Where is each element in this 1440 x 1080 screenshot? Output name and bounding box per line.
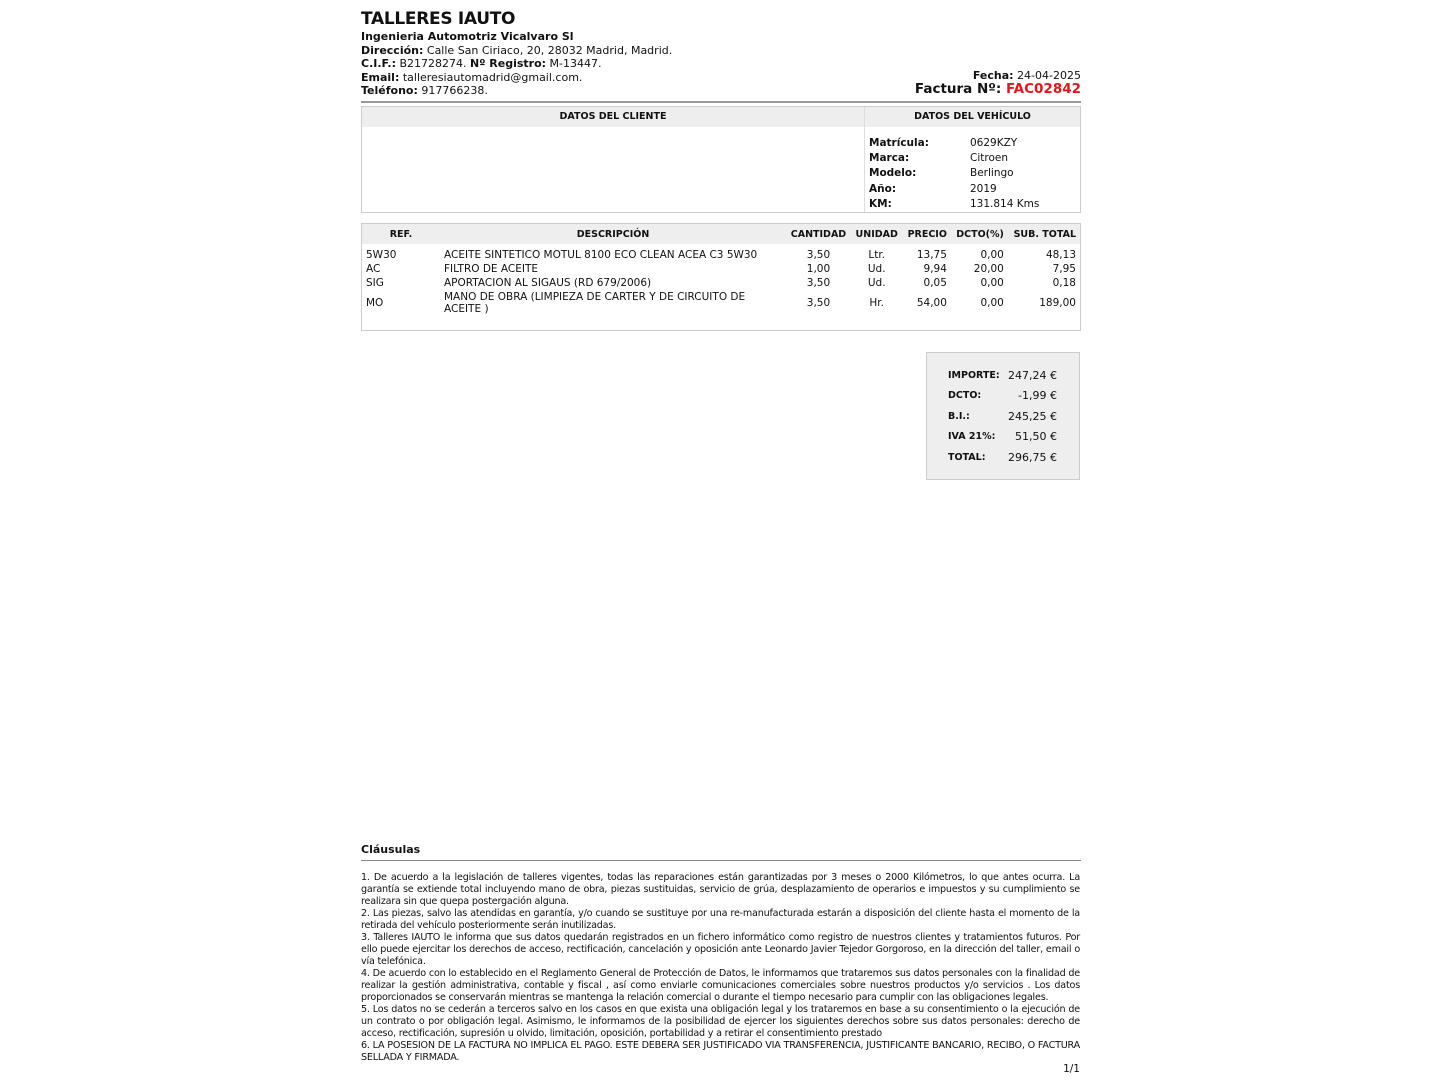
table-cell: 0,00: [980, 297, 1004, 309]
table-cell: 189,00: [1039, 297, 1076, 309]
field-label: Marca:: [869, 152, 910, 165]
table-cell: MANO DE OBRA (LIMPIEZA DE CARTER Y DE CIRCUITO DE ACEITE ): [444, 291, 746, 315]
clause: 4. De acuerdo con lo establecido en el Reglamento General de Protección de Datos, le informamos que trataremos sus datos personales con la finalidad de realizar la gestión administrativa, contable y fiscal , así como enviarle comunicaciones comerciales sobre nuestros productos y/o servicios . Los datos proporcionados se conservarán mientras se mantenga la relación comercial o durante el tiempo necesario para cumplir con las obligaciones legales.: [361, 968, 1080, 1003]
table-cell: 0,00: [980, 249, 1004, 261]
total-label: IVA 21%:: [948, 431, 996, 443]
table-cell: APORTACION AL SIGAUS (RD 679/2006): [444, 277, 652, 289]
company-header: [361, 8, 1081, 98]
header-divider: [361, 101, 1081, 103]
clause: 1. De acuerdo a la legislación de talleres vigentes, todas las reparaciones están garantizadas por 3 meses o 2000 Kilómetros, lo que antes ocurra. La garantía se extiende total incluyendo mano de obra, piezas sustituidas, servicio de grúa, desplazamiento de operarios e impuestos y su cumplimiento se realizara sin que quepa postergación alguna.: [361, 872, 1080, 907]
table-cell: 20,00: [973, 263, 1004, 275]
clauses-divider: [361, 860, 1081, 861]
table-row: [362, 276, 1080, 290]
column-header: UNIDAD: [851, 224, 903, 244]
vehicle-field: [869, 166, 1039, 181]
email-line: Email: talleresiautomadrid@gmail.com.: [361, 70, 583, 84]
total-row: [948, 447, 1057, 468]
total-row: [948, 386, 1057, 407]
total-row: [948, 406, 1057, 427]
total-row: [948, 365, 1057, 386]
table-cell: SIG: [366, 277, 384, 289]
table-cell: 54,00: [916, 297, 947, 309]
table-cell: MO: [366, 297, 384, 309]
table-row: [362, 248, 1080, 262]
table-cell: 13,75: [916, 249, 947, 261]
table-cell: FILTRO DE ACEITE: [444, 263, 539, 275]
client-vehicle-box: [361, 106, 1081, 213]
field-value: Berlingo: [970, 167, 1014, 180]
clauses-title: Cláusulas: [361, 843, 421, 856]
vehicle-field: [869, 150, 1039, 165]
total-label: IMPORTE:: [948, 369, 1000, 381]
table-cell: 5W30: [366, 249, 397, 261]
total-value: -1,99 €: [1018, 389, 1057, 403]
table-cell: 3,50: [806, 249, 831, 261]
clause: 5. Los datos no se cederán a terceros salvo en los casos en que exista una obligación legal y los trataremos en base a su consentimiento o la ejecución de un contrato o por obligación legal. Asimismo, le informamos de la posibilidad de ejercer los siguientes derechos sobre sus datos personales: derecho de acceso, rectificación, supresión u olvido, limitación, oposición, portabilidad y a retirar el consentimiento prestado: [361, 1004, 1080, 1039]
vehicle-title: DATOS DEL VEHÍCULO: [865, 107, 1080, 127]
total-label: TOTAL:: [948, 451, 986, 463]
clause: 6. LA POSESION DE LA FACTURA NO IMPLICA EL PAGO. ESTE DEBERA SER JUSTIFICADO VIA TRANSFERENCIA, JUSTIFICANTE BANCARIO, RECIBO, O FACTURA SELLADA Y FIRMADA.: [361, 1040, 1080, 1063]
field-value: 0629KZY: [970, 136, 1018, 149]
invoice-date: Fecha: 24-04-2025: [972, 69, 1081, 82]
column-header: REF.: [362, 224, 440, 244]
field-value: Citroen: [970, 152, 1008, 165]
table-cell: 0,05: [923, 277, 947, 289]
total-value: 296,75 €: [1008, 450, 1057, 464]
table-cell: Ud.: [867, 277, 886, 289]
total-label: DCTO:: [948, 390, 982, 402]
invoice-number: Factura Nº: FAC02842: [914, 81, 1081, 97]
vehicle-field: [869, 135, 1039, 150]
total-value: 247,24 €: [1008, 368, 1057, 382]
items-table: [361, 223, 1081, 331]
table-cell: 48,13: [1045, 249, 1076, 261]
table-cell: 0,18: [1052, 277, 1076, 289]
table-cell: 0,00: [980, 277, 1004, 289]
clause: 3. Talleres IAUTO le informa que sus datos quedarán registrados en un fichero informático como registro de nuestros clientes y tratamientos futuros. Por ello puede ejercitar los derechos de acceso, rectificación, cancelación y oposición ante Leonardo Javier Tejedor Gorgoroso, en la dirección del taller, email o vía telefónica.: [361, 932, 1080, 967]
total-value: 51,50 €: [1015, 430, 1057, 444]
legal-name: Ingenieria Automotriz Vicalvaro Sl: [361, 30, 574, 43]
table-cell: Ltr.: [868, 249, 886, 261]
total-value: 245,25 €: [1008, 409, 1057, 423]
field-label: KM:: [869, 198, 892, 211]
clauses-text: [361, 872, 1080, 1064]
vehicle-fields: [869, 135, 1039, 212]
table-cell: Hr.: [869, 297, 884, 309]
vehicle-field: [869, 181, 1039, 196]
table-cell: 3,50: [806, 297, 831, 309]
field-value: 2019: [970, 182, 997, 195]
field-value: 131.814 Kms: [970, 198, 1040, 211]
table-row: [362, 290, 1080, 316]
table-row: [362, 262, 1080, 276]
field-label: Modelo:: [869, 167, 917, 180]
field-label: Matrícula:: [869, 136, 929, 149]
address-line: Dirección: Calle San Ciriaco, 20, 28032 Madrid, Madrid.: [361, 43, 673, 57]
column-header: PRECIO: [902, 224, 950, 244]
table-cell: ACEITE SINTETICO MOTUL 8100 ECO CLEAN ACEA C3 5W30: [444, 249, 758, 261]
clause: 2. Las piezas, salvo las atendidas en garantía, y/o cuando se sustituye por una re-manufacturada estarán a disposición del cliente hasta el momento de la retirada del vehículo posteriormente serán inutilizadas.: [361, 908, 1080, 931]
total-label: B.I.:: [948, 410, 970, 422]
table-cell: 7,95: [1052, 263, 1076, 275]
phone-line: Teléfono: 917766238.: [361, 84, 488, 98]
company-name: TALLERES IAUTO: [361, 9, 516, 29]
column-header: CANTIDAD: [786, 224, 851, 244]
table-cell: 1,00: [806, 263, 831, 275]
vehicle-field: [869, 197, 1039, 212]
table-cell: AC: [366, 263, 381, 275]
client-title: DATOS DEL CLIENTE: [362, 107, 864, 127]
column-header: DESCRIPCIÓN: [440, 224, 786, 244]
table-cell: Ud.: [867, 263, 886, 275]
page-number: 1/1: [1063, 1063, 1080, 1075]
column-header: DCTO(%): [951, 224, 1008, 244]
total-row: [948, 427, 1057, 448]
table-cell: 9,94: [923, 263, 947, 275]
table-cell: 3,50: [806, 277, 831, 289]
field-label: Año:: [869, 182, 897, 195]
column-header: SUB. TOTAL: [1008, 224, 1080, 244]
totals-box: [926, 352, 1080, 480]
cif-line: C.I.F.: B21728274. Nº Registro: M-13447.: [361, 57, 602, 71]
